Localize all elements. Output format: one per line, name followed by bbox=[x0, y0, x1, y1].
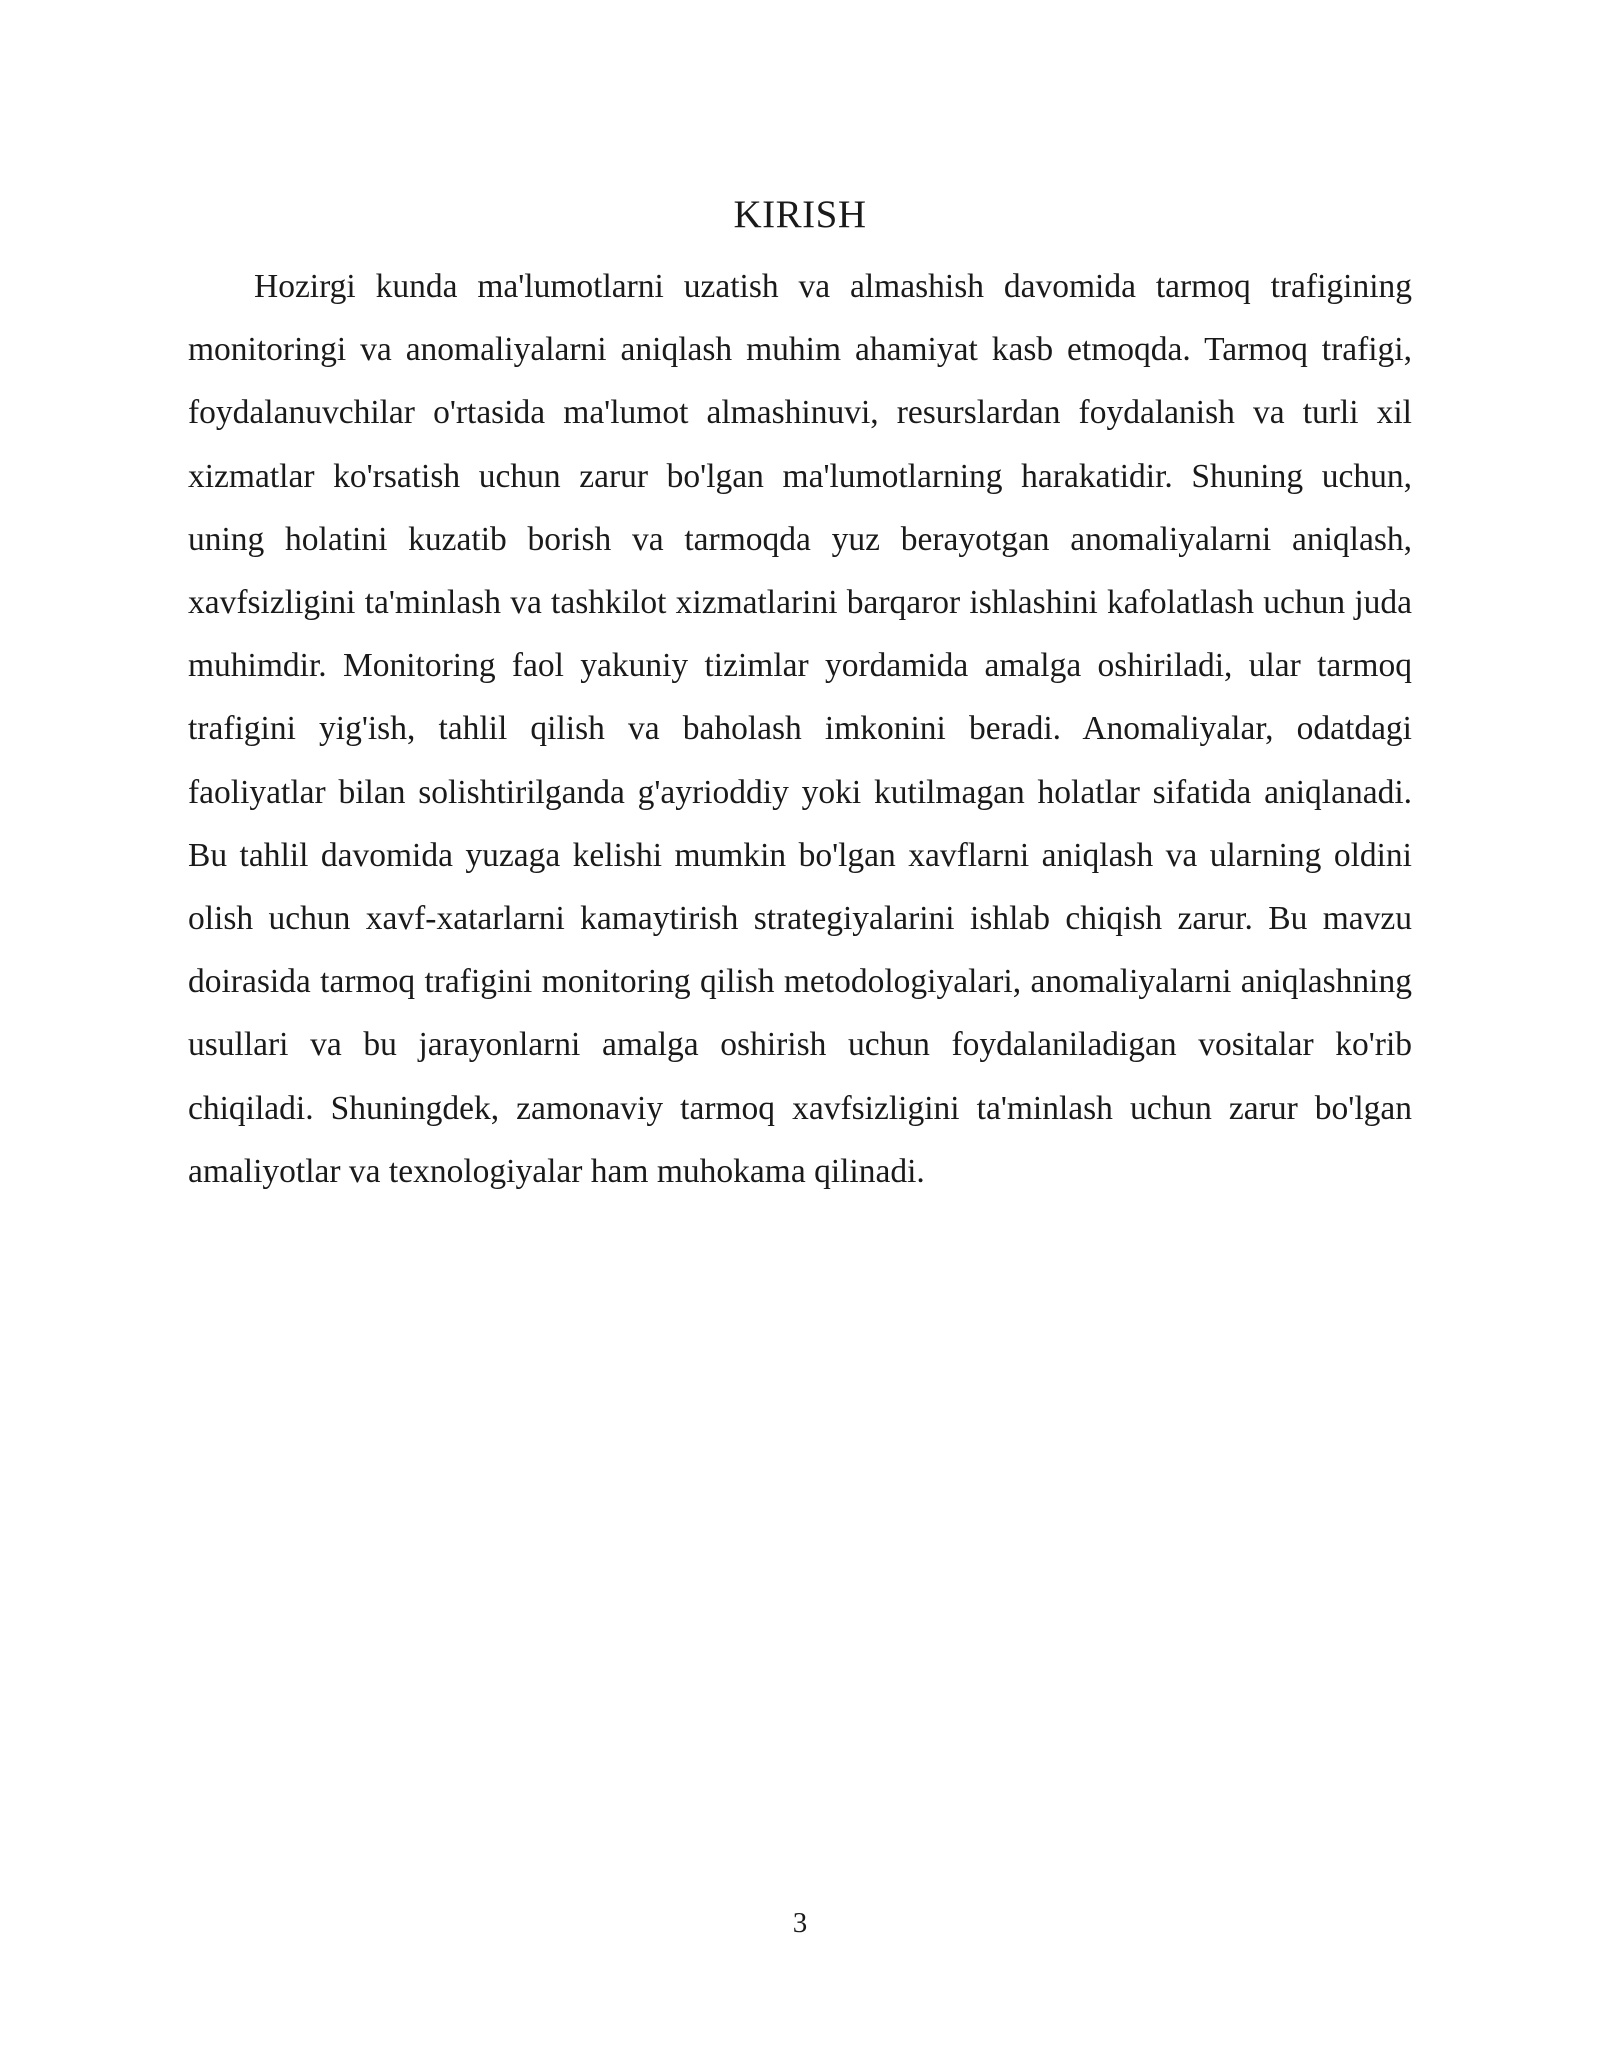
section-title: KIRISH bbox=[733, 193, 867, 236]
page-number: 3 bbox=[792, 1907, 808, 1939]
body-paragraph: Hozirgi kunda ma'lumotlarni uzatish va almashish davomida tarmoq trafigining monitoringi va anomaliyalarni aniqlash muhim ahamiyat kasb etmoqda. Tarmoq trafigi, foydalanuvchilar o'rtasida ma'lumot almashinuvi, resurslardan foydalanish va turli xil xizmatlar ko'rsatish uchun zarur bo'lgan ma'lumotlarning harakatidir. Shuning uchun, uning holatini kuzatib borish va tarmoqda yuz berayotgan anomaliyalarni aniqlash, xavfsizligini ta'minlash va tashkilot xizmatlarini barqaror ishlashini kafolatlash uchun juda muhimdir. Monitoring faol yakuniy tizimlar yordamida amalga oshiriladi, ular tarmoq trafigini yig'ish, tahlil qilish va baholash imkonini beradi. Anomaliyalar, odatdagi faoliyatlar bilan solishtirilganda g'ayrioddiy yoki kutilmagan holatlar sifatida aniqlanadi. Bu tahlil davomida yuzaga kelishi mumkin bo'lgan xavflarni aniqlash va ularning oldini olish uchun xavf-xatarlarni kamaytirish strategiyalarini ishlab chiqish zarur. Bu mavzu doirasida tarmoq trafigini monitoring qilish metodologiyalari, anomaliyalarni aniqlashning usullari va bu jarayonlarni amalga oshirish uchun foydalaniladigan vositalar ko'rib chiqiladi. Shuningdek, zamonaviy tarmoq xavfsizligini ta'minlash uchun zarur bo'lgan amaliyotlar va texnologiyalar ham muhokama qilinadi. bbox=[188, 268, 1412, 1190]
